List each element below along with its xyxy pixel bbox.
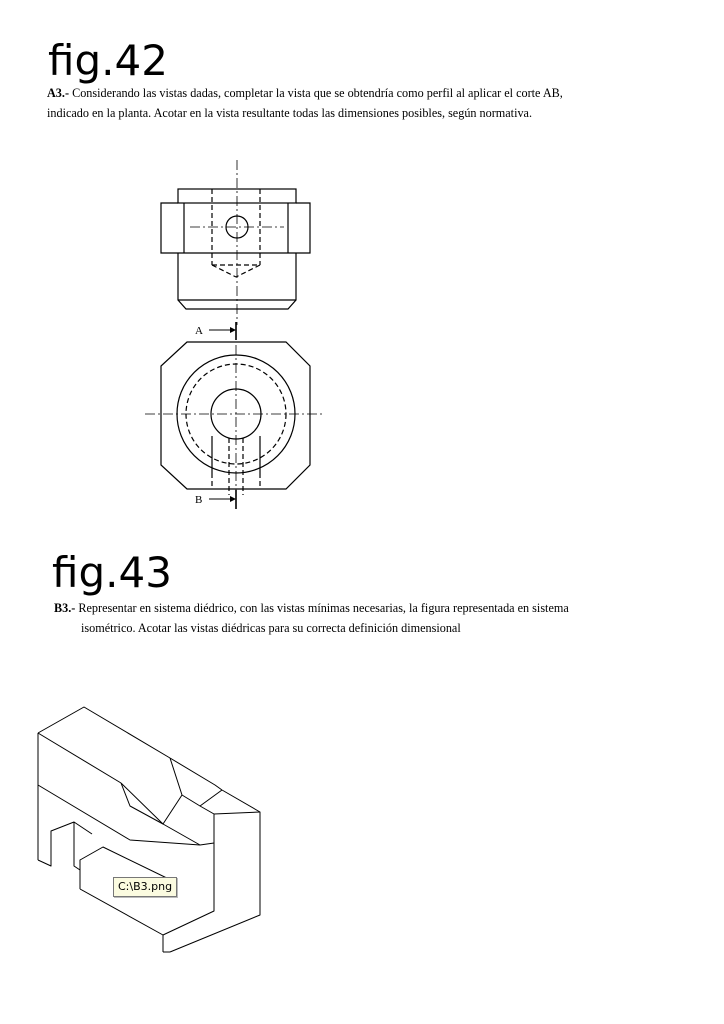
iso-top-front-edge: [38, 733, 121, 783]
fig43-text-line1: Representar en sistema diédrico, con las vistas mínimas necesarias, la figura representada en sistema: [75, 601, 569, 615]
fig42-text-line2: indicado en la planta. Acotar en la vista resultante todas las dimensiones posibles, según normativa.: [47, 106, 533, 120]
iso-left-notch: [38, 822, 80, 870]
iso-v-groove-back: [121, 758, 182, 824]
cut-marker-a: A: [195, 325, 203, 337]
fig43-label: B3.-: [54, 601, 76, 615]
fig42-title: fig.42: [48, 36, 168, 85]
fig43-title: fig.43: [52, 548, 172, 597]
iso-top-back-edges: [38, 707, 170, 758]
fig43-text-line2: isométrico. Acotar las vistas diédricas para su correcta definición dimensional: [81, 621, 461, 635]
iso-notch-top-edge: [74, 822, 92, 834]
file-path-tooltip: C:\B3.png: [113, 877, 177, 897]
fig42-label: A3.-: [47, 86, 70, 100]
iso-bottom-front-edge: [80, 889, 163, 952]
iso-middle-horizontal-edge: [38, 785, 200, 845]
iso-v-groove-side: [182, 790, 222, 806]
iso-right-block-top-edge: [214, 812, 260, 814]
cut-marker-b: B: [195, 494, 203, 506]
fig42-text-line1: Considerando las vistas dadas, completar la vista que se obtendría como perfil al aplicar el corte AB,: [69, 86, 563, 100]
iso-top-right-edge: [170, 758, 222, 790]
iso-right-block-front-edge: [200, 806, 214, 874]
iso-groove-bottom-edge: [163, 824, 214, 845]
